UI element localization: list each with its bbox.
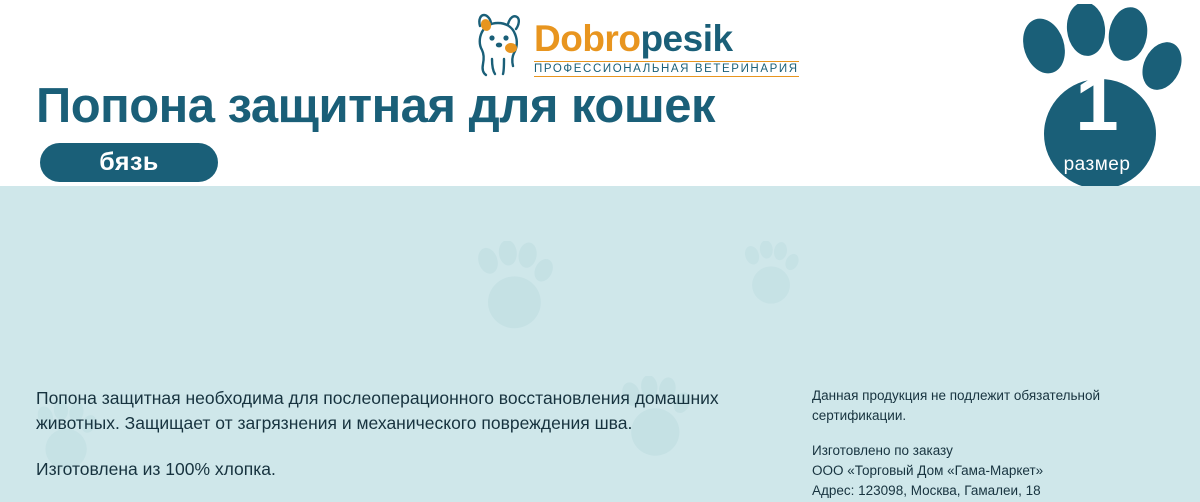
description-material: Изготовлена из 100% хлопка. xyxy=(36,458,276,479)
company-address: Адрес: 123098, Москва, Гамалеи, 18 xyxy=(812,483,1041,498)
header-band xyxy=(0,0,1200,186)
legal-block xyxy=(812,386,1180,502)
brand-wordmark xyxy=(534,12,799,77)
order-line: Изготовлено по заказу xyxy=(812,442,953,458)
body-band xyxy=(0,186,1200,502)
certification-note: Данная продукция не подлежит обязательной сертификации. xyxy=(812,388,1101,424)
description-block xyxy=(36,386,776,502)
size-caption: размер xyxy=(1063,154,1131,175)
decorative-paw-icon xyxy=(740,241,800,307)
dog-icon xyxy=(470,12,528,78)
brand-name-part2: pesik xyxy=(640,18,733,59)
description-intro: Попона защитная необходима для послеоперационного восстановления домашних животных. Защищает от загрязнения и механического повреждения шва. xyxy=(36,388,719,434)
brand-logo xyxy=(470,12,799,78)
size-number: 1 xyxy=(1075,59,1119,147)
company-name: ООО «Торговый Дом «Гама-Маркет» xyxy=(812,462,1044,478)
size-badge xyxy=(1012,4,1182,194)
brand-tagline: ПРОФЕССИОНАЛЬНАЯ ВЕТЕРИНАРИЯ xyxy=(534,63,799,75)
decorative-paw-icon xyxy=(470,241,556,333)
fabric-badge-label: бязь xyxy=(99,148,159,176)
fabric-badge xyxy=(40,143,218,182)
brand-name-part1: Dobro xyxy=(534,18,641,59)
page-title: Попона защитная для кошек xyxy=(36,79,715,133)
